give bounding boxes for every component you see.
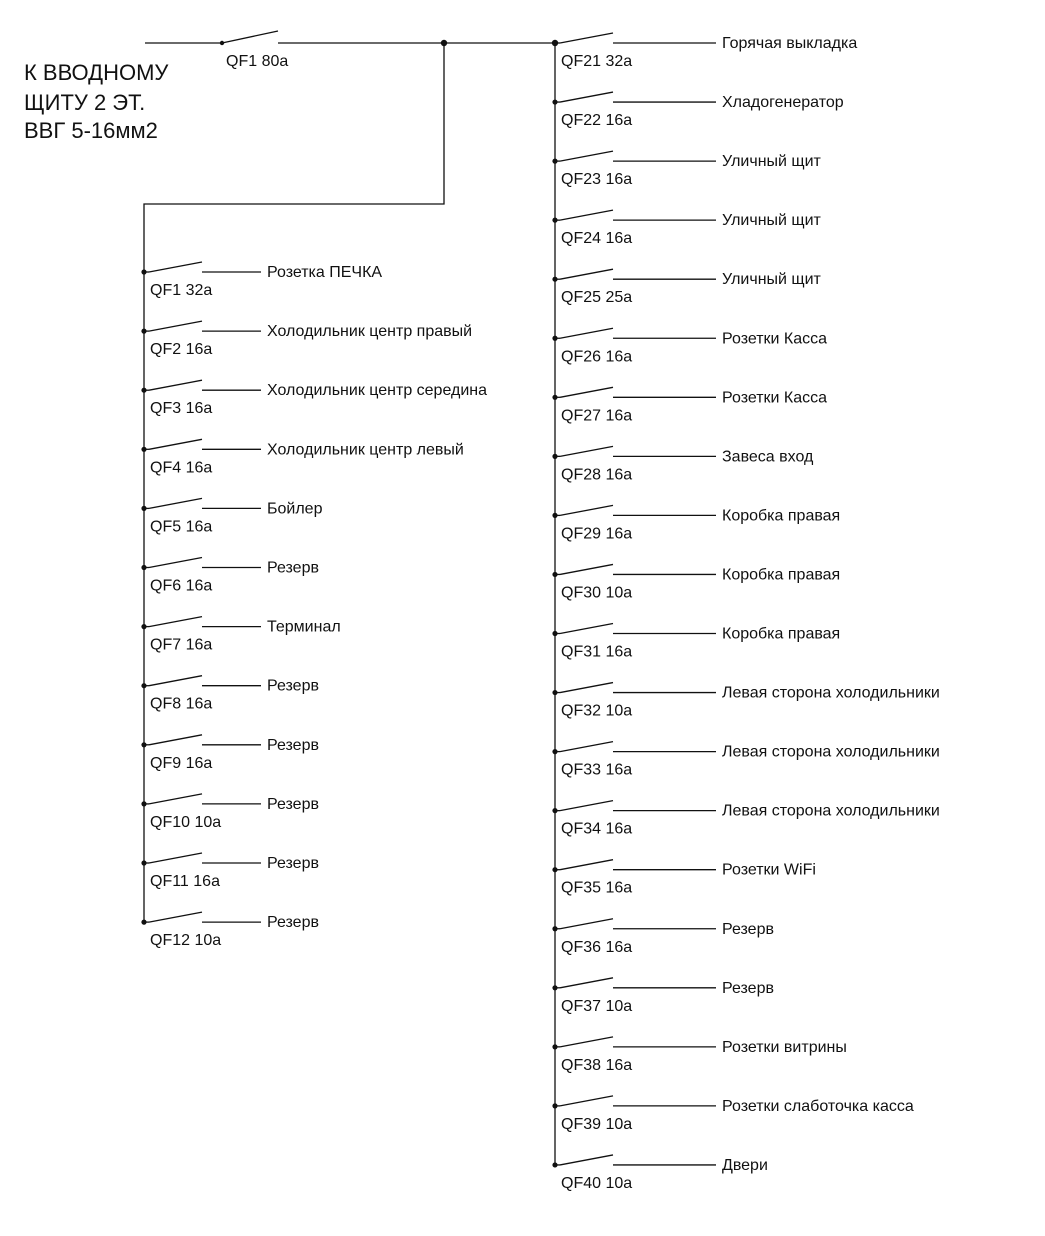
load-label: Резерв — [267, 736, 319, 754]
breaker-switch — [149, 380, 202, 390]
breaker-switch — [560, 1037, 613, 1047]
breaker-switch — [560, 92, 613, 102]
left-circuit-7 — [141, 617, 340, 654]
load-label: Резерв — [267, 795, 319, 813]
breaker-switch — [560, 742, 613, 752]
main-breaker-label: QF1 80a — [226, 53, 289, 70]
title-line-2: ЩИТУ 2 ЭТ. — [24, 90, 146, 115]
breaker-label: QF23 16a — [561, 171, 633, 189]
load-label: Резерв — [267, 914, 319, 932]
breaker-switch — [560, 801, 613, 811]
breaker-switch — [149, 912, 202, 922]
load-label: Резерв — [722, 979, 774, 997]
right-circuit-4 — [552, 210, 821, 247]
left-circuit-12 — [141, 912, 319, 949]
left-group-feeder — [144, 43, 444, 272]
breaker-switch — [560, 683, 613, 693]
load-label: Левая сторона холодильники — [722, 802, 940, 820]
load-label: Уличный щит — [722, 153, 821, 171]
breaker-switch — [560, 978, 613, 988]
breaker-switch — [560, 624, 613, 634]
right-circuit-9 — [552, 505, 840, 542]
load-label: Терминал — [267, 618, 341, 636]
breaker-label: QF39 10a — [561, 1115, 633, 1133]
right-circuit-5 — [552, 269, 821, 306]
breaker-label: QF7 16a — [150, 636, 213, 654]
breaker-label: QF31 16a — [561, 643, 633, 661]
main-feeder — [145, 31, 558, 70]
breaker-label: QF38 16a — [561, 1056, 633, 1074]
breaker-switch — [149, 794, 202, 804]
right-circuit-11 — [552, 624, 840, 661]
breaker-switch — [149, 735, 202, 745]
breaker-switch — [149, 262, 202, 272]
load-label: Резерв — [267, 855, 319, 872]
right-circuit-17 — [552, 978, 774, 1015]
breaker-switch — [560, 1096, 613, 1106]
load-label: Коробка правая — [722, 625, 841, 643]
load-label: Холодильник центр середина — [267, 382, 488, 400]
left-circuit-2 — [141, 321, 472, 358]
right-circuits — [552, 33, 939, 1192]
breaker-label: QF37 10a — [561, 997, 633, 1015]
right-circuit-2 — [552, 92, 843, 129]
left-circuits — [141, 262, 487, 949]
right-circuit-1 — [552, 33, 857, 70]
main-breaker-switch — [222, 31, 278, 43]
load-label: Розетки WiFi — [722, 861, 816, 879]
breaker-label: QF32 10a — [561, 702, 633, 720]
load-label: Левая сторона холодильники — [722, 743, 940, 761]
load-label: Завеса вход — [722, 448, 814, 466]
breaker-label: QF8 16a — [150, 695, 213, 713]
right-circuit-13 — [552, 742, 939, 779]
breaker-switch — [560, 387, 613, 397]
breaker-switch — [149, 676, 202, 686]
right-circuit-10 — [552, 564, 840, 601]
breaker-switch — [560, 1155, 613, 1165]
right-circuit-18 — [552, 1037, 846, 1074]
breaker-switch — [560, 151, 613, 161]
right-circuit-14 — [552, 801, 939, 838]
left-circuit-3 — [141, 380, 487, 417]
breaker-label: QF4 16a — [150, 459, 213, 477]
right-circuit-6 — [552, 328, 827, 365]
breaker-label: QF1 32a — [150, 282, 213, 299]
breaker-switch — [560, 328, 613, 338]
right-circuit-7 — [552, 387, 827, 424]
left-circuit-4 — [141, 439, 463, 476]
right-circuit-3 — [552, 151, 821, 188]
breaker-switch — [149, 617, 202, 627]
breaker-label: QF25 25a — [561, 289, 633, 307]
breaker-label: QF9 16a — [150, 754, 213, 772]
load-label: Коробка правая — [722, 566, 841, 584]
breaker-label: QF11 16a — [150, 873, 220, 890]
load-label: Розетки витрины — [722, 1038, 847, 1056]
load-label: Холодильник центр левый — [267, 441, 464, 459]
right-circuit-15 — [552, 860, 816, 897]
breaker-label: QF27 16a — [561, 407, 633, 425]
breaker-switch — [560, 919, 613, 929]
breaker-label: QF12 10a — [150, 932, 222, 950]
load-label: Розетки слаботочка касса — [722, 1097, 914, 1115]
breaker-label: QF34 16a — [561, 820, 633, 838]
breaker-label: QF6 16a — [150, 577, 213, 595]
right-circuit-16 — [552, 919, 774, 956]
right-circuit-19 — [552, 1096, 913, 1133]
left-circuit-11 — [141, 853, 319, 890]
title-line-3: ВВГ 5-16мм2 — [24, 118, 158, 143]
breaker-switch — [149, 439, 202, 449]
breaker-label: QF28 16a — [561, 466, 633, 484]
breaker-switch — [149, 321, 202, 331]
breaker-label: QF30 10a — [561, 584, 633, 602]
right-circuit-12 — [552, 683, 939, 720]
breaker-label: QF22 16a — [561, 112, 633, 130]
breaker-switch — [560, 505, 613, 515]
breaker-switch — [560, 860, 613, 870]
breaker-label: QF26 16a — [561, 348, 633, 366]
load-label: Розетки Касса — [722, 389, 828, 407]
right-circuit-20 — [552, 1155, 767, 1192]
load-label: Розетка ПЕЧКА — [267, 264, 383, 281]
left-circuit-6 — [141, 558, 319, 595]
load-label: Холодильник центр правый — [267, 323, 473, 341]
breaker-label: QF10 10a — [150, 813, 222, 831]
breaker-label: QF35 16a — [561, 879, 633, 897]
right-circuit-8 — [552, 446, 814, 483]
breaker-switch — [149, 853, 202, 863]
breaker-switch — [560, 446, 613, 456]
left-circuit-8 — [141, 676, 319, 713]
load-label: Резерв — [267, 677, 319, 695]
breaker-label: QF33 16a — [561, 761, 633, 779]
breaker-label: QF24 16a — [561, 230, 633, 248]
title-line-1: К ВВОДНОМУ — [24, 60, 169, 85]
breaker-label: QF36 16a — [561, 938, 633, 956]
left-circuit-1 — [141, 262, 382, 299]
breaker-switch — [149, 498, 202, 508]
load-label: Бойлер — [267, 500, 323, 518]
left-circuit-5 — [141, 498, 322, 535]
load-label: Розетки Касса — [722, 330, 828, 348]
load-label: Уличный щит — [722, 212, 821, 230]
breaker-switch — [560, 210, 613, 220]
breaker-switch — [560, 269, 613, 279]
load-label: Хладогенератор — [722, 94, 844, 112]
breaker-switch — [560, 33, 613, 43]
breaker-label: QF29 16a — [561, 525, 633, 543]
breaker-switch — [149, 558, 202, 568]
left-circuit-10 — [141, 794, 319, 831]
breaker-label: QF21 32a — [561, 53, 633, 70]
load-label: Горячая выкладка — [722, 35, 858, 52]
breaker-label: QF3 16a — [150, 400, 213, 418]
load-label: Левая сторона холодильники — [722, 684, 940, 702]
load-label: Резерв — [722, 920, 774, 938]
left-circuit-9 — [141, 735, 319, 772]
breaker-label: QF40 10a — [561, 1174, 633, 1192]
breaker-label: QF2 16a — [150, 341, 213, 359]
load-label: Двери — [722, 1156, 768, 1174]
load-label: Коробка правая — [722, 507, 841, 525]
load-label: Резерв — [267, 559, 319, 577]
load-label: Уличный щит — [722, 271, 821, 289]
breaker-label: QF5 16a — [150, 518, 213, 536]
breaker-switch — [560, 564, 613, 574]
